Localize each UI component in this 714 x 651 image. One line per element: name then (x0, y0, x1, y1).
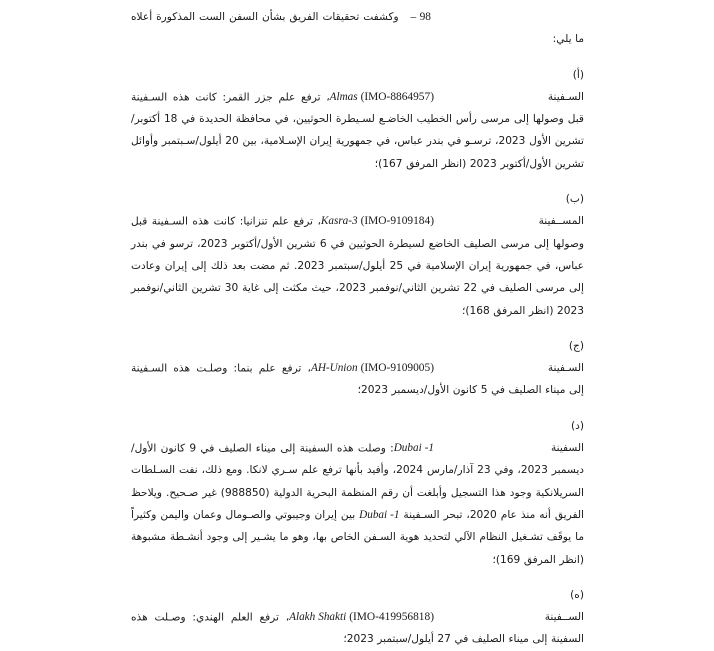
item-text-dal: : وصلت هذه السفينة إلى ميناء الصليف في 9 كانون الأول/ديسمبر 2023، وفي 23 آذار/مارس 2024، وأفيد بأنها ترفع علم سـري لانكا. ومع ذلك، نفت السـلطات السريلانكية وجود هذا التسجيل وأبلغت أن رقم المنظمة البحرية الدولية (988850) غير صـحيح. ويلاحظ الفريق أنه منذ عام 2020، تبحر السـفينة (131, 442, 585, 521)
vessel-imo-alif: Almas (IMO-8864957) (329, 90, 434, 103)
spacer (131, 51, 584, 64)
item-text-jim: ، ترفع علم بنما: وصلـت هذه السـفينة إلى ميناء الصليف في 5 كانون الأول/ديسمبر 2023؛ (131, 362, 584, 397)
item-text-ha: ، ترفع العلم الهندي: وصـلت هذه السفينة إلى ميناء الصليف في 27 أيلول/سبتمبر 2023؛ (131, 611, 584, 646)
list-item-jim (131, 335, 584, 402)
document-body (131, 0, 584, 651)
vessel-imo-jim: AH-Union (IMO-9109005) (310, 362, 434, 375)
vessel-imo-ha: Alakh Shakti (IMO-419956818) (289, 611, 434, 624)
paragraph-98 (131, 6, 584, 51)
vessel-name-dal: Dubai -1 (393, 442, 434, 455)
item-marker-ba: (ب)المســفينة (538, 193, 584, 228)
spacer (131, 322, 584, 335)
spacer (131, 402, 584, 415)
paragraph-98-text: وكشفت تحقيقات الفريق بشأن السفن الست المذكورة أعلاه ما يلي: (131, 11, 584, 46)
vessel-imo-ba: Kasra-3 (IMO-9109184) (320, 215, 434, 228)
list-item-ba (131, 188, 584, 322)
vessel-name-dal-2: Dubai -1 (359, 508, 400, 521)
item-text-dal-2: بين إيران وجيبوتي والصـومال وعمان واليمن وكثيراً ما يوقَف تشـغيل النظام الآلي لتحديد هوية السـفن الخاص بها، وهو ما يشـير إلى وجود أنشـطة مشبوهة (انظر المرفق 169)؛ (131, 508, 584, 566)
item-marker-ha: (ه)الســفينة (544, 588, 584, 624)
paragraph-dash: – (410, 11, 417, 23)
item-marker-alif: (أ)السـفينة (547, 68, 584, 103)
item-text-alif: ، ترفع علم جزر القمر: كانت هذه السـفينة قبل وصولها إلى مرسى رأس الخطيب الخاضـع لسـيطرة الحوثيين، في محافظة الحديدة في 18 أكتوبر/تشرين الأول 2023، ترسـو في بندر عباس، في جمهورية إيران الإسـلامية، بين 20 أيلول/سـبتمبر وأوائل تشرين الأول/أكتوبر 2023 (انظر المرفق 167)؛ (131, 90, 584, 170)
item-marker-dal: (د)السفينة (550, 419, 584, 455)
paragraph-number: 98 (419, 11, 431, 23)
spacer (131, 571, 584, 584)
spacer (131, 175, 584, 188)
list-item-ha (131, 584, 584, 651)
item-marker-jim: (ج)السـفينة (547, 339, 584, 375)
item-text-ba: ، ترفع علم تنزانيا: كانت هذه السـفينة قبل وصولها إلى مرسى الصليف الخاضع لسيطرة الحوثيين في 6 تشرين الأول/أكتوبر 2023، ترسو في بندر عباس، في جمهورية إيران الإسلامية في 25 أيلول/سبتمبر 2023. ثم مضت بعد ذلك إلى إيران وعادت إلى مرسى الصليف في 22 تشرين الثاني/نوفمبر 2023، حيث مكثت إلى غاية 30 تشرين الثاني/نوفمبر 2023 (انظر المرفق 168)؛ (131, 215, 585, 317)
list-item-dal (131, 415, 584, 571)
list-item-alif (131, 64, 584, 175)
